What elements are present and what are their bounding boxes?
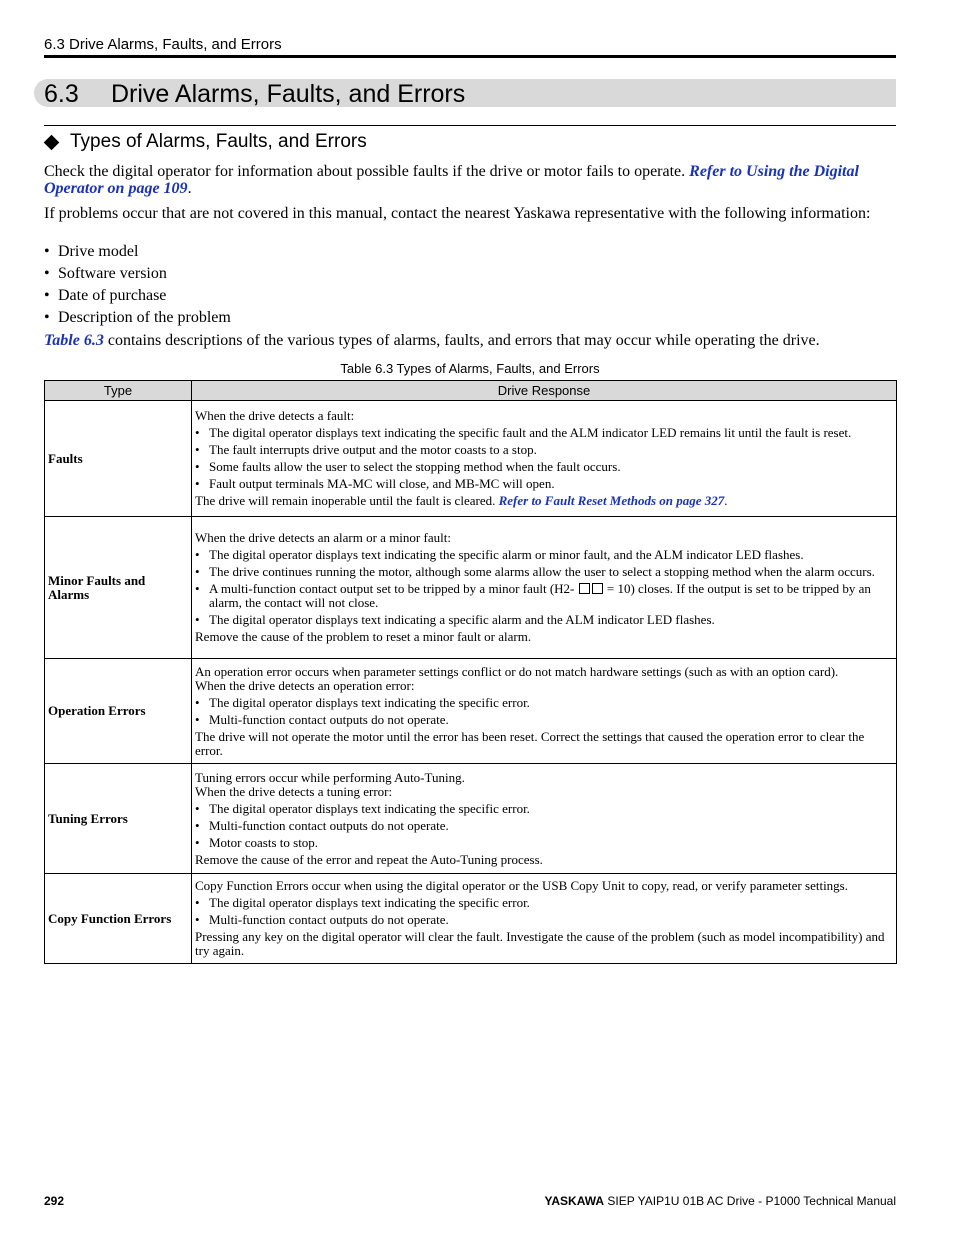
section-title: Drive Alarms, Faults, and Errors [111,80,466,108]
info-bullet-list [44,241,231,329]
link-using-digital-operator[interactable]: Refer to Using the Digital Operator on page 109 [44,163,859,197]
list-item-text: Description of the problem [58,309,231,326]
intro-p1-end: . [187,180,192,197]
alarms-table [44,380,897,964]
response-bullet: • The digital operator displays text indicating the specific error. [195,895,530,910]
manual-title [544,1194,896,1208]
intro-paragraph-3 [44,332,896,349]
intro-paragraph-2: If problems occur that are not covered in this manual, contact the nearest Yaskawa representative with the following information: [44,205,871,222]
link-fault-reset-methods[interactable]: Refer to Fault Reset Methods on page 327 [498,493,725,508]
header-type: Type [45,381,192,401]
intro-p1-text: Check the digital operator for information about possible faults if the drive or motor fails to operate. [44,163,690,180]
row-response [192,659,897,764]
row-type: Faults [45,401,192,517]
placeholder-box-icon [579,583,590,594]
link-table-6-3[interactable]: Table 6.3 [44,332,104,349]
response-bullet: • The digital operator displays text indicating the specific fault and the ALM indicator LED remains lit until the fault is reset. [195,425,852,440]
response-tail: The drive will remain inoperable until the fault is cleared. Refer to Fault Reset Methods on page 327. [195,493,728,508]
table-row-operation-errors [45,659,897,764]
row-response [192,764,897,874]
row-response [192,401,897,517]
response-bullet: • Multi-function contact outputs do not operate. [195,912,449,927]
table-row-minor-faults [45,517,897,659]
subsection-title: Types of Alarms, Faults, and Errors [70,131,367,152]
list-item: • Drive model [44,243,139,260]
response-tail: Pressing any key on the digital operator will clear the fault. Investigate the cause of the problem (such as model incompatibility) and try again. [195,929,885,958]
response-lead: Copy Function Errors occur when using the digital operator or the USB Copy Unit to copy, read, or verify parameter settings. [195,878,848,893]
response-bullet: • The fault interrupts drive output and the motor coasts to a stop. [195,442,537,457]
row-response [192,874,897,964]
response-bullet: • Multi-function contact outputs do not operate. [195,817,449,833]
row-response [192,517,897,659]
manual-name: SIEP YAIP1U 01B AC Drive - P1000 Technical Manual [604,1194,896,1208]
header-drive-response: Drive Response [192,381,897,401]
placeholder-box-icon [592,583,603,594]
section-number: 6.3 [44,80,79,108]
section-heading-bar [34,79,896,107]
table-row-copy-function-errors [45,874,897,964]
row-type: Tuning Errors [45,764,192,874]
response-lead: An operation error occurs when parameter settings conflict or do not match hardware settings (such as with an option card). [195,663,839,679]
intro-paragraph-1 [44,163,896,197]
list-item: • Description of the problem [44,309,231,326]
divider [44,125,896,126]
response-bullet: • Some faults allow the user to select the stopping method when the fault occurs. [195,459,621,474]
list-item: • Date of purchase [44,287,167,304]
row-type: Operation Errors [45,659,192,764]
response-bullet: • Motor coasts to stop. [195,834,319,850]
response-lead: When the drive detects a fault: [195,408,355,423]
table-row-tuning-errors [45,764,897,874]
response-bullet: • Fault output terminals MA-MC will close, and MB-MC will open. [195,476,555,491]
response-bullet: • The digital operator displays text indicating a specific alarm and the ALM indicator LED flashes. [195,612,715,627]
table-caption: Table 6.3 Types of Alarms, Faults, and Errors [340,361,600,376]
response-lead: Tuning errors occur while performing Auto-Tuning. [195,769,465,785]
response-tail: The drive will not operate the motor until the error has been reset. Correct the settings that caused the operation error to clear the error. [195,728,865,758]
list-item-text: Drive model [58,243,139,260]
table-row-faults [45,401,897,517]
brand-name: YASKAWA [544,1194,605,1208]
list-item-text: Software version [58,265,167,282]
response-tail: Remove the cause of the problem to reset a minor fault or alarm. [195,629,532,644]
table-header-row [45,381,897,401]
response-tail: Remove the cause of the error and repeat the Auto-Tuning process. [195,851,543,867]
response-bullet: • A multi-function contact output set to be tripped by a minor fault (H2- = 10) closes. If the output is set to be tripped by an alarm, the contact will not close. [195,581,871,610]
response-lead: When the drive detects a tuning error: [195,783,393,799]
list-item-text: Date of purchase [58,287,167,304]
list-item: • Software version [44,265,167,282]
response-bullet: • The drive continues running the motor, although some alarms allow the user to select a stopping method when the alarm occurs. [195,564,875,579]
diamond-bullet-icon [44,134,60,150]
running-head: 6.3 Drive Alarms, Faults, and Errors [44,36,896,58]
response-lead: When the drive detects an alarm or a minor fault: [195,530,451,545]
response-bullet: • The digital operator displays text indicating the specific alarm or minor fault, and the ALM indicator LED flashes. [195,547,804,562]
row-type: Copy Function Errors [45,874,192,964]
subsection-heading [44,131,367,153]
response-bullet: • The digital operator displays text indicating the specific error. [195,694,530,710]
page-number: 292 [44,1194,65,1208]
response-lead: When the drive detects an operation error: [195,677,415,693]
response-bullet: • The digital operator displays text indicating the specific error. [195,800,530,816]
response-bullet: • Multi-function contact outputs do not operate. [195,711,449,727]
intro-p3-text: contains descriptions of the various types of alarms, faults, and errors that may occur while operating the drive. [103,332,820,349]
row-type: Minor Faults and Alarms [45,517,192,659]
